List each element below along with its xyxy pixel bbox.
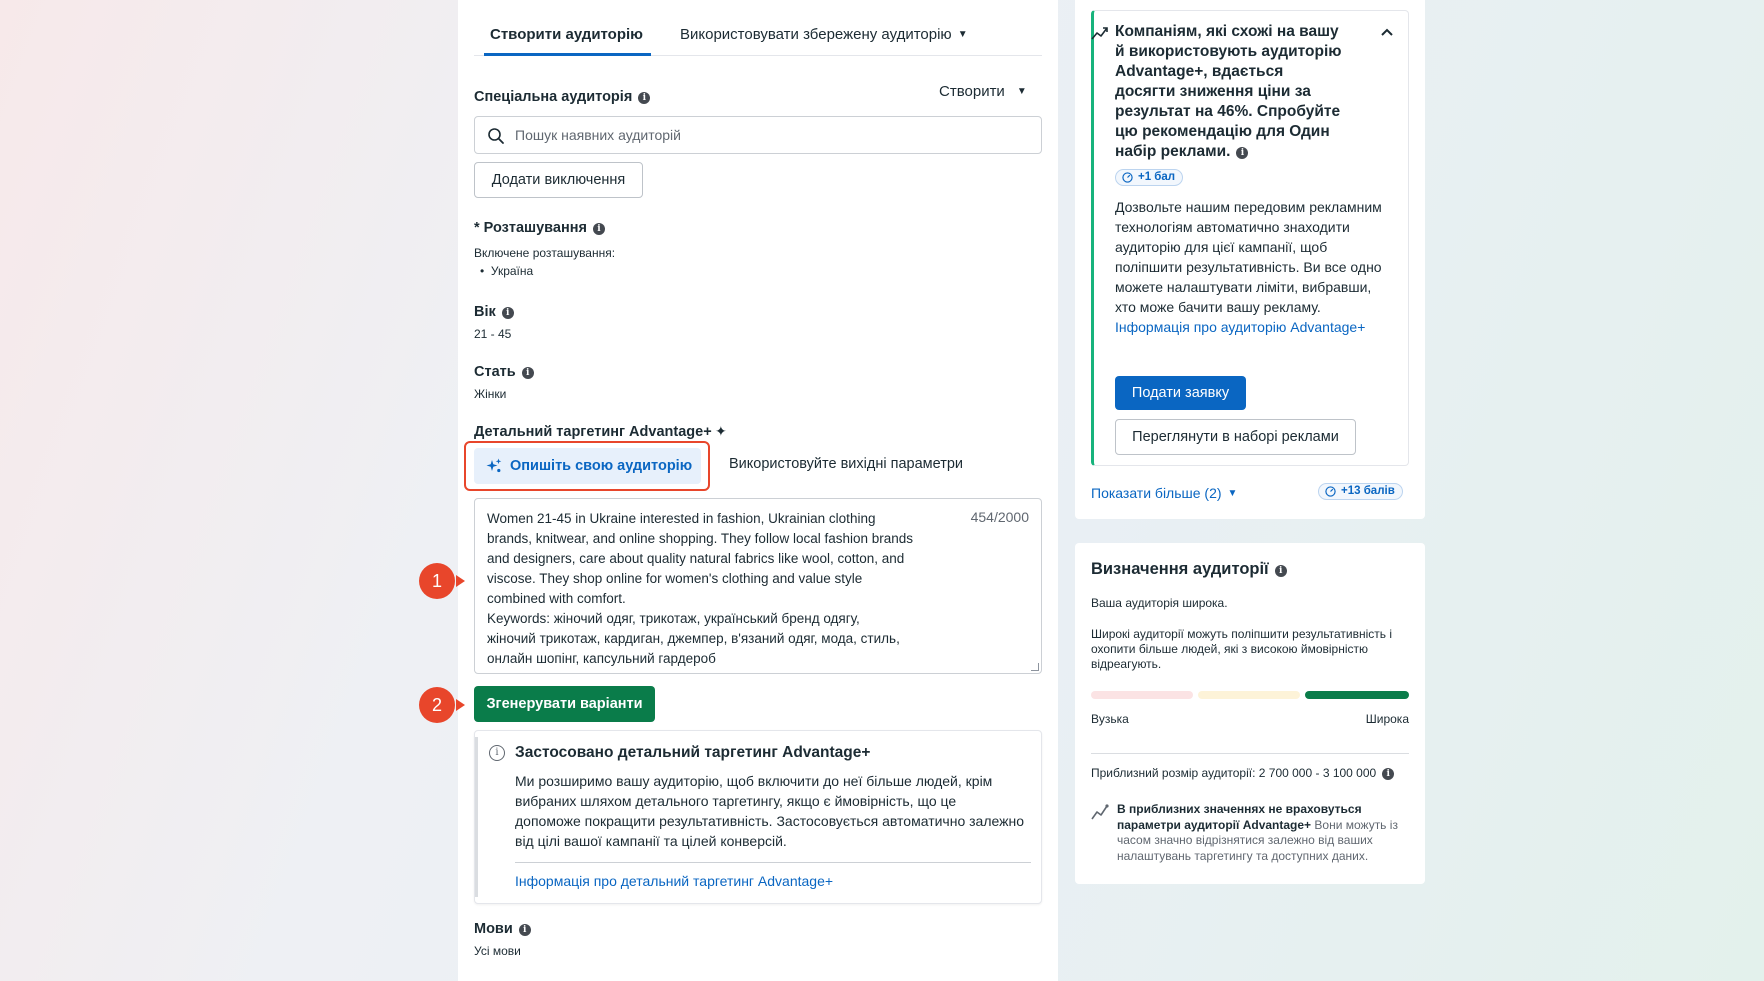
detailed-targeting-title: Детальний таргетинг Advantage+ — [474, 424, 712, 440]
divider — [515, 862, 1031, 863]
advantage-estimate-note — [1117, 802, 1409, 864]
generate-options-button[interactable]: Згенерувати варіанти — [474, 686, 655, 722]
info-icon[interactable]: i — [502, 307, 514, 319]
trend-up-icon — [1091, 24, 1109, 42]
meter-mid-segment — [1198, 691, 1300, 699]
review-in-ad-set-button[interactable]: Переглянути в наборі реклами — [1115, 419, 1356, 455]
age-title: Вік — [474, 304, 496, 320]
audience-size-row — [1091, 766, 1394, 781]
create-dropdown-label: Створити — [939, 83, 1005, 100]
show-more-link[interactable] — [1091, 485, 1237, 501]
add-exclusions-button[interactable]: Додати виключення — [474, 162, 643, 198]
languages-value: Усі мови — [474, 944, 521, 958]
recommendation-card — [1075, 0, 1425, 519]
audience-description-textarea[interactable] — [474, 498, 1042, 674]
advantage-targeting-info-link[interactable]: Інформація про детальний таргетинг Advantage+ — [515, 873, 834, 889]
total-points-label: +13 балів — [1341, 485, 1395, 497]
recommendation-body — [1115, 197, 1385, 337]
languages-title: Мови — [474, 921, 513, 937]
resize-handle-icon[interactable] — [1031, 663, 1039, 671]
gender-value: Жінки — [474, 387, 507, 401]
age-value: 21 - 45 — [474, 327, 512, 341]
step-marker-2: 2 — [419, 687, 455, 723]
gauge-icon — [1122, 172, 1133, 183]
advantage-sparkle-icon: ✦ — [715, 423, 727, 439]
audience-search-input[interactable] — [515, 117, 1035, 153]
apply-button[interactable]: Подати заявку — [1115, 376, 1246, 410]
audience-definition-heading — [1091, 560, 1287, 579]
character-counter: 454/2000 — [970, 509, 1029, 525]
trend-up-icon — [1091, 803, 1109, 821]
chevron-up-icon[interactable] — [1380, 25, 1394, 39]
meter-broad-segment — [1305, 691, 1409, 699]
audience-size-label: Приблизний розмір аудиторії: 2 700 000 - 3 100 000 — [1091, 766, 1377, 780]
step-marker-1: 1 — [419, 563, 455, 599]
custom-audience-heading — [474, 89, 650, 105]
recommendation-body-text: Дозвольте нашим передовим рекламним технологіям автоматично знаходити аудиторію для цієї кампанії, щоб поліпшити результативність. Ви все одно можете налаштувати ліміти, вибравши, хто може бачити вашу рекламу. — [1115, 199, 1382, 315]
step-arrow-icon — [456, 699, 465, 711]
audience-description: Широкі аудиторії можуть поліпшити результативність і охопити більше людей, які з високою ймовірністю відреагують. — [1091, 627, 1393, 671]
info-icon[interactable]: i — [519, 924, 531, 936]
audience-definition-card — [1075, 543, 1425, 884]
audience-definition-title: Визначення аудиторії — [1091, 560, 1269, 578]
caret-down-icon: ▼ — [957, 29, 968, 40]
points-badge-label: +1 бал — [1138, 171, 1176, 183]
create-audience-dropdown[interactable] — [939, 83, 1027, 100]
info-icon[interactable]: i — [638, 92, 650, 104]
note-rest-text: Вони можуть із часом значно відрізнятися залежно від ваших налаштувань таргетингу та доступних даних. — [1117, 817, 1398, 863]
info-icon[interactable]: i — [1236, 147, 1248, 159]
info-icon[interactable]: i — [522, 367, 534, 379]
meter-narrow-segment — [1091, 691, 1193, 699]
custom-audience-title: Спеціальна аудиторія — [474, 89, 633, 105]
recommendation-title — [1115, 22, 1345, 162]
info-icon[interactable]: i — [1275, 565, 1287, 577]
location-title: * Розташування — [474, 220, 587, 236]
advantage-notice-title: Застосовано детальний таргетинг Advantage+ — [515, 744, 871, 761]
location-item: • Україна — [480, 264, 534, 278]
included-location-label: Включене розташування: — [474, 246, 616, 260]
total-points-badge — [1318, 483, 1403, 500]
tab-saved-label: Використовувати збережену аудиторію — [680, 26, 952, 43]
languages-heading — [474, 921, 531, 937]
show-more-label: Показати більше (2) — [1091, 485, 1222, 501]
audience-status: Ваша аудиторія широка. — [1091, 596, 1228, 610]
points-badge — [1115, 169, 1183, 186]
gauge-icon — [1325, 486, 1336, 497]
caret-down-icon: ▼ — [1016, 86, 1027, 97]
location-country: Україна — [490, 264, 534, 278]
meter-broad-label: Широка — [1365, 712, 1409, 726]
advantage-audience-info-link[interactable]: Інформація про аудиторію Advantage+ — [1115, 319, 1366, 335]
tab-saved-audience[interactable] — [680, 26, 968, 43]
info-icon[interactable]: i — [1382, 768, 1394, 780]
info-icon[interactable]: i — [593, 223, 605, 235]
use-defaults-option[interactable]: Використовуйте вихідні параметри — [729, 456, 963, 472]
gender-title: Стать — [474, 364, 516, 380]
divider — [1091, 753, 1409, 754]
recommendation-title-text: Компаніям, які схожі на вашу й використовують аудиторію Advantage+, вдається досягти зниження ціни за результат на 46%. Спробуйте цю рекомендацію для Один набір реклами. — [1115, 23, 1342, 160]
location-heading — [474, 220, 605, 236]
audience-search-box[interactable] — [474, 116, 1042, 154]
audience-description-text[interactable]: Women 21-45 in Ukraine interested in fashion, Ukrainian clothing brands, knitwear, and online shopping. They follow local fashion brands and designers, care about quality natural fabrics like wool, cotton, and viscose. They shop online for women's clothing and value style combined with comfort. Keywords: жіночий одяг, трикотаж, український бренд одягу, жіночий трикотаж, кардиган, джемпер, в'язаний одяг, мода, стиль, онлайн шопінг, капсульний гардероб — [487, 511, 914, 666]
meter-narrow-label: Вузька — [1091, 712, 1129, 726]
step-arrow-icon — [456, 575, 465, 587]
tab-create-audience[interactable]: Створити аудиторію — [490, 26, 643, 43]
age-heading — [474, 304, 514, 320]
search-icon — [487, 127, 505, 145]
sparkles-icon — [486, 458, 502, 474]
advantage-notice-body: Ми розширимо вашу аудиторію, щоб включити до неї більше людей, крім вибраних шляхом детального таргетингу, якщо є ймовірність, що це допоможе покращити результативність. Застосовується автоматично залежно від цілі вашої кампанії та цілей конверсій. — [515, 773, 1025, 849]
info-outline-icon: i — [489, 745, 505, 761]
note-bold-text: В приблизних значеннях не враховуться параметри аудиторії Advantage+ — [1117, 802, 1362, 832]
advantage-targeting-notice — [474, 730, 1042, 904]
audience-tabs — [474, 0, 1042, 56]
caret-down-icon: ▼ — [1227, 488, 1238, 499]
audience-panel — [458, 0, 1058, 981]
gender-heading — [474, 364, 534, 380]
describe-audience-button[interactable]: Опишіть свою аудиторію — [474, 448, 701, 484]
